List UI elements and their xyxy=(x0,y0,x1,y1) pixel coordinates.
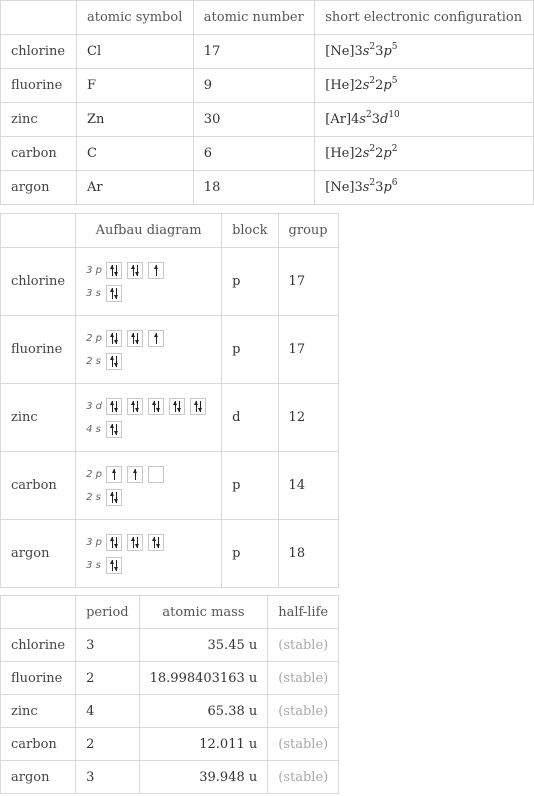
orbital-line xyxy=(86,352,211,371)
config-text: [He]2 xyxy=(325,78,363,93)
header-atomic-number: atomic number xyxy=(193,1,314,35)
spin-up-arrow-icon xyxy=(155,333,158,344)
aufbau-diagram xyxy=(76,248,222,316)
orbital-label: 3 d xyxy=(86,400,102,412)
config-text: p xyxy=(383,180,392,195)
config-text: [He]2 xyxy=(325,146,363,161)
orbital-label: 2 p xyxy=(86,332,102,344)
config-text: s xyxy=(362,78,370,93)
table-row xyxy=(1,69,534,103)
table-row xyxy=(1,248,339,316)
config-text: [Ne]3 xyxy=(325,180,363,195)
config-superscript: 2 xyxy=(369,144,376,154)
element-name: argon xyxy=(1,520,76,588)
element-name: zinc xyxy=(1,695,76,728)
atomic-symbol: Zn xyxy=(77,103,194,137)
corner-header xyxy=(1,1,77,35)
header-period: period xyxy=(76,596,140,629)
mass-halflife-table xyxy=(0,595,339,794)
spin-up-arrow-icon xyxy=(113,469,116,480)
group: 17 xyxy=(278,248,338,316)
atomic-mass: 39.948 u xyxy=(139,761,268,794)
config-text: p xyxy=(383,146,392,161)
atomic-number: 17 xyxy=(193,35,314,69)
block: d xyxy=(222,384,278,452)
half-life: (stable) xyxy=(268,662,339,695)
spin-down-arrow-icon xyxy=(115,288,118,299)
element-name: carbon xyxy=(1,452,76,520)
table-row xyxy=(1,629,339,662)
config-text: s xyxy=(359,112,366,127)
block: p xyxy=(222,452,278,520)
atomic-symbol: C xyxy=(77,137,194,171)
orbital-box xyxy=(106,398,122,415)
table-header-row xyxy=(1,214,339,248)
spin-down-arrow-icon xyxy=(136,333,139,344)
spin-down-arrow-icon xyxy=(115,265,118,276)
spin-down-arrow-icon xyxy=(115,401,118,412)
config-superscript: 2 xyxy=(369,178,376,188)
period: 3 xyxy=(76,761,140,794)
orbital-line xyxy=(86,261,211,280)
element-name: fluorine xyxy=(1,662,76,695)
spin-down-arrow-icon xyxy=(115,424,118,435)
electronic-configuration xyxy=(315,103,534,137)
aufbau-diagram xyxy=(76,520,222,588)
orbital-box xyxy=(106,466,122,483)
electronic-configuration xyxy=(315,137,534,171)
element-name: fluorine xyxy=(1,69,77,103)
orbital-label: 2 p xyxy=(86,468,102,480)
aufbau-lines xyxy=(86,533,211,575)
orbital-box xyxy=(190,398,206,415)
atomic-symbol: F xyxy=(77,69,194,103)
block: p xyxy=(222,316,278,384)
header-atomic-symbol: atomic symbol xyxy=(77,1,194,35)
orbital-box xyxy=(127,330,143,347)
spin-down-arrow-icon xyxy=(136,265,139,276)
period: 3 xyxy=(76,629,140,662)
orbital-line xyxy=(86,556,211,575)
aufbau-diagram xyxy=(76,316,222,384)
atomic-symbol: Cl xyxy=(77,35,194,69)
corner-header xyxy=(1,214,76,248)
config-superscript: 10 xyxy=(388,110,400,120)
group: 14 xyxy=(278,452,338,520)
period: 2 xyxy=(76,728,140,761)
config-text: 2 xyxy=(375,146,384,161)
orbital-box xyxy=(127,398,143,415)
table-row xyxy=(1,728,339,761)
atomic-number: 30 xyxy=(193,103,314,137)
element-name: zinc xyxy=(1,103,77,137)
element-name: carbon xyxy=(1,728,76,761)
config-text: 3 xyxy=(375,180,384,195)
header-block: block xyxy=(222,214,278,248)
aufbau-lines xyxy=(86,465,211,507)
half-life: (stable) xyxy=(268,695,339,728)
config-text: s xyxy=(362,180,370,195)
element-name: argon xyxy=(1,171,77,205)
electronic-configuration xyxy=(315,35,534,69)
atomic-number: 9 xyxy=(193,69,314,103)
atomic-mass: 18.998403163 u xyxy=(139,662,268,695)
orbital-label: 2 s xyxy=(86,491,101,503)
table-row xyxy=(1,171,534,205)
orbital-box xyxy=(127,262,143,279)
atomic-number: 6 xyxy=(193,137,314,171)
spin-up-arrow-icon xyxy=(134,469,137,480)
orbital-line xyxy=(86,397,211,416)
spin-down-arrow-icon xyxy=(115,356,118,367)
group: 17 xyxy=(278,316,338,384)
config-superscript: 5 xyxy=(391,76,398,86)
orbital-box xyxy=(106,262,122,279)
aufbau-diagram xyxy=(76,384,222,452)
spin-down-arrow-icon xyxy=(178,401,181,412)
config-text: 3 xyxy=(371,112,380,127)
aufbau-lines xyxy=(86,261,211,303)
orbital-box xyxy=(148,262,164,279)
period: 2 xyxy=(76,662,140,695)
header-group: group xyxy=(278,214,338,248)
aufbau-lines xyxy=(86,397,211,439)
atomic-mass: 35.45 u xyxy=(139,629,268,662)
spin-down-arrow-icon xyxy=(115,333,118,344)
config-text: s xyxy=(362,146,370,161)
element-name: chlorine xyxy=(1,35,77,69)
half-life: (stable) xyxy=(268,761,339,794)
spin-down-arrow-icon xyxy=(157,401,160,412)
config-superscript: 2 xyxy=(369,42,376,52)
config-text: [Ne]3 xyxy=(325,44,363,59)
table-row xyxy=(1,103,534,137)
spin-down-arrow-icon xyxy=(157,537,160,548)
atomic-number: 18 xyxy=(193,171,314,205)
orbital-box xyxy=(169,398,185,415)
orbital-label: 3 p xyxy=(86,536,102,548)
spin-down-arrow-icon xyxy=(199,401,202,412)
table-row xyxy=(1,520,339,588)
orbital-box xyxy=(106,489,122,506)
orbital-line xyxy=(86,284,211,303)
orbital-box xyxy=(127,466,143,483)
element-name: chlorine xyxy=(1,248,76,316)
corner-header xyxy=(1,596,76,629)
orbital-box xyxy=(106,330,122,347)
config-text: 3 xyxy=(375,44,384,59)
period: 4 xyxy=(76,695,140,728)
aufbau-table xyxy=(0,213,339,588)
table-row xyxy=(1,662,339,695)
spin-down-arrow-icon xyxy=(115,537,118,548)
electronic-configuration xyxy=(315,171,534,205)
orbital-box xyxy=(148,398,164,415)
orbital-box xyxy=(106,421,122,438)
atomic-symbol: Ar xyxy=(77,171,194,205)
atomic-mass: 65.38 u xyxy=(139,695,268,728)
group: 12 xyxy=(278,384,338,452)
atomic-mass: 12.011 u xyxy=(139,728,268,761)
header-electronic-configuration: short electronic configuration xyxy=(315,1,534,35)
orbital-label: 3 s xyxy=(86,559,101,571)
aufbau-lines xyxy=(86,329,211,371)
orbital-label: 3 s xyxy=(86,287,101,299)
table-row xyxy=(1,384,339,452)
spin-down-arrow-icon xyxy=(136,537,139,548)
orbital-label: 3 p xyxy=(86,264,102,276)
aufbau-diagram xyxy=(76,452,222,520)
spin-down-arrow-icon xyxy=(115,492,118,503)
config-superscript: 2 xyxy=(369,76,376,86)
table-header-row xyxy=(1,596,339,629)
header-half-life: half-life xyxy=(268,596,339,629)
header-atomic-mass: atomic mass xyxy=(139,596,268,629)
block: p xyxy=(222,520,278,588)
element-name: argon xyxy=(1,761,76,794)
config-text: s xyxy=(362,44,370,59)
spin-up-arrow-icon xyxy=(155,265,158,276)
half-life: (stable) xyxy=(268,629,339,662)
orbital-box xyxy=(148,330,164,347)
table-row xyxy=(1,695,339,728)
config-text: [Ar]4 xyxy=(325,112,360,127)
orbital-box xyxy=(106,353,122,370)
element-name: fluorine xyxy=(1,316,76,384)
config-text: p xyxy=(383,78,392,93)
table-row xyxy=(1,35,534,69)
table-row xyxy=(1,452,339,520)
config-text: 2 xyxy=(375,78,384,93)
orbital-label: 4 s xyxy=(86,423,101,435)
half-life: (stable) xyxy=(268,728,339,761)
orbital-box xyxy=(127,534,143,551)
config-superscript: 6 xyxy=(391,178,398,188)
table-row xyxy=(1,761,339,794)
table-row xyxy=(1,316,339,384)
orbital-line xyxy=(86,329,211,348)
orbital-box xyxy=(106,557,122,574)
orbital-line xyxy=(86,533,211,552)
orbital-label: 2 s xyxy=(86,355,101,367)
element-name: chlorine xyxy=(1,629,76,662)
electronic-configuration xyxy=(315,69,534,103)
header-aufbau-diagram: Aufbau diagram xyxy=(76,214,222,248)
table-row xyxy=(1,137,534,171)
orbital-line xyxy=(86,488,211,507)
orbital-box xyxy=(148,466,164,483)
config-superscript: 5 xyxy=(391,42,398,52)
orbital-line xyxy=(86,420,211,439)
element-name: carbon xyxy=(1,137,77,171)
spin-down-arrow-icon xyxy=(136,401,139,412)
orbital-box xyxy=(106,534,122,551)
element-name: zinc xyxy=(1,384,76,452)
group: 18 xyxy=(278,520,338,588)
block: p xyxy=(222,248,278,316)
config-text: d xyxy=(379,112,389,127)
spin-down-arrow-icon xyxy=(115,560,118,571)
orbital-line xyxy=(86,465,211,484)
config-superscript: 2 xyxy=(365,110,372,120)
element-properties-table xyxy=(0,0,534,205)
config-superscript: 2 xyxy=(391,144,398,154)
config-text: p xyxy=(383,44,392,59)
orbital-box xyxy=(106,285,122,302)
orbital-box xyxy=(148,534,164,551)
table-header-row xyxy=(1,1,534,35)
